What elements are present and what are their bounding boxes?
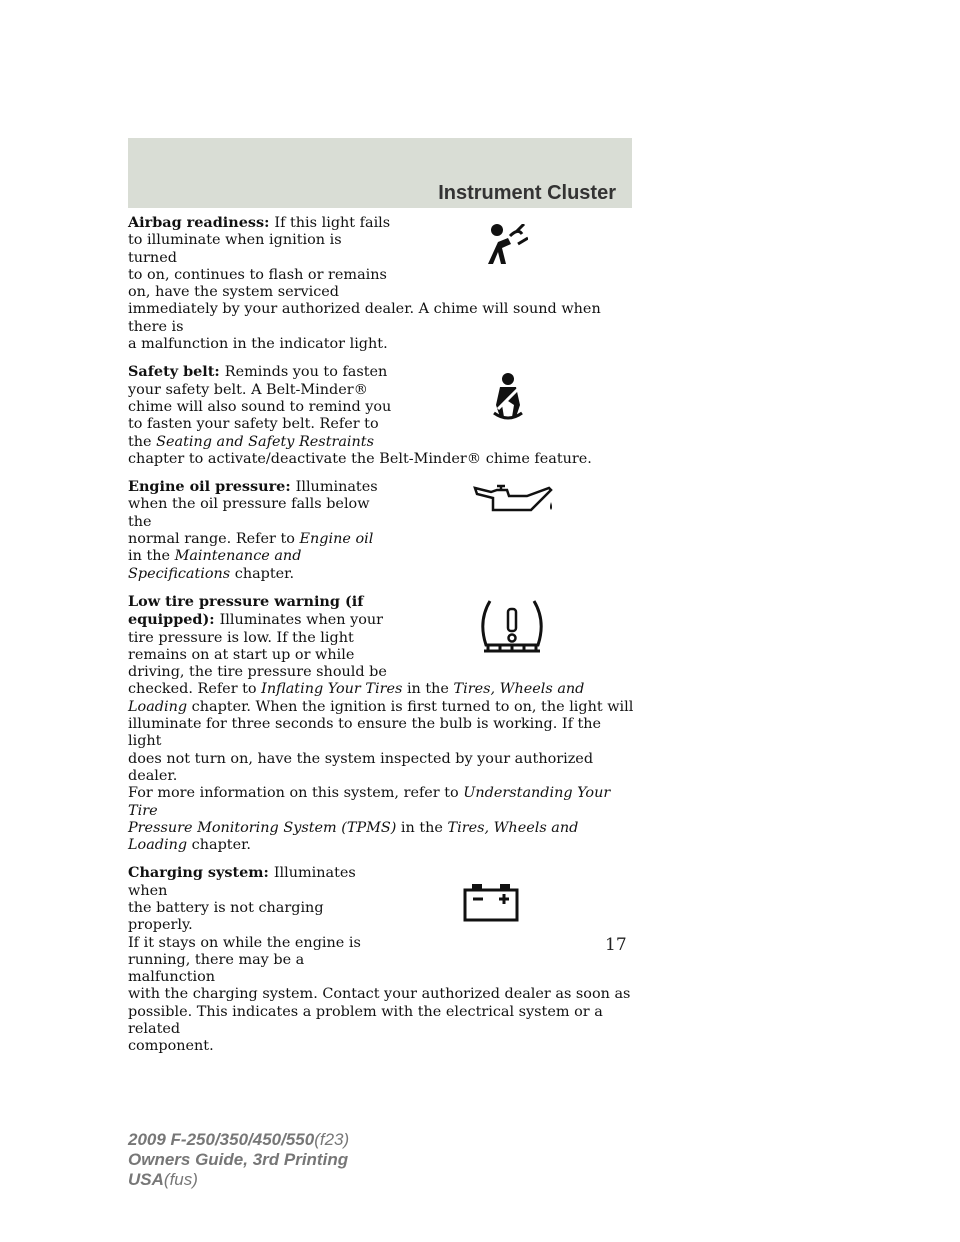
- safety-belt-line: to fasten your safety belt. Refer to: [128, 416, 379, 433]
- tire-line: chapter. When the ignition is first turned to on, the light will: [191, 698, 634, 715]
- maintenance-ref: Maintenance and: [174, 548, 302, 565]
- safety-belt-title: Safety belt:: [128, 363, 225, 381]
- airbag-line: to on, continues to flash or remains: [128, 266, 387, 283]
- tire-line: Illuminates when your: [219, 612, 384, 629]
- safety-belt-line: Reminds you to fasten: [224, 364, 388, 381]
- tire-line: checked. Refer to: [128, 681, 262, 698]
- charging-line: the battery is not charging properly.: [128, 899, 324, 934]
- tpms-ref: Pressure Monitoring System (TPMS): [128, 819, 401, 836]
- tire-line: in the: [406, 681, 454, 698]
- footer-code: (f23): [314, 1130, 350, 1149]
- footer-market: USA: [128, 1170, 164, 1189]
- charging-line: running, there may be a malfunction: [128, 951, 305, 986]
- tire-title: equipped):: [128, 611, 220, 629]
- tires-wheels-ref: Tires, Wheels and: [447, 819, 579, 836]
- tire-line: For more information on this system, refer to: [128, 785, 464, 802]
- footer-edition: Owners Guide, 3rd Printing: [128, 1150, 349, 1169]
- charging-line: If it stays on while the engine is: [128, 934, 361, 951]
- footer-model: 2009 F-250/350/450/550: [128, 1130, 315, 1149]
- oil-can-icon: [473, 484, 555, 518]
- airbag-line: immediately by your authorized dealer. A chime will sound when there is: [128, 301, 601, 335]
- tire-pressure-warning-icon: [476, 597, 548, 661]
- oil-line: in the: [128, 548, 175, 565]
- section-low-tire-pressure: [128, 593, 634, 854]
- footer-market-code: (fus): [163, 1170, 198, 1189]
- safety-belt-icon: [488, 373, 528, 423]
- tire-line: illuminate for three seconds to ensure the bulb is working. If the light: [128, 716, 602, 750]
- safety-belt-line: chime will also sound to remind you: [128, 398, 392, 415]
- section-safety-belt: [128, 363, 634, 468]
- tires-wheels-ref: Tires, Wheels and: [453, 681, 585, 698]
- specifications-ref: Specifications: [128, 565, 235, 582]
- page-content: [128, 214, 634, 1066]
- oil-line: when the oil pressure falls below the: [128, 496, 370, 530]
- tire-title: Low tire pressure warning (if: [128, 592, 364, 610]
- tire-line: driving, the tire pressure should be: [128, 664, 387, 681]
- section-airbag-readiness: [128, 214, 634, 353]
- understanding-tire-ref: Understanding Your Tire: [128, 785, 611, 819]
- section-charging-system: [128, 864, 634, 1055]
- tire-line: tire pressure is low. If the light: [128, 629, 354, 646]
- charging-line: component.: [128, 1038, 214, 1055]
- oil-line: normal range. Refer to: [128, 531, 300, 548]
- seating-restraints-ref: Seating and Safety Restraints: [156, 433, 374, 450]
- safety-belt-line: your safety belt. A Belt-Minder®: [128, 381, 368, 398]
- page-header-title: Instrument Cluster: [438, 182, 616, 204]
- section-engine-oil-pressure: [128, 478, 634, 583]
- airbag-readiness-icon: [480, 224, 528, 266]
- loading-ref: Loading: [128, 698, 192, 715]
- airbag-title: Airbag readiness:: [128, 214, 275, 231]
- oil-line: chapter.: [234, 565, 295, 582]
- charging-title: Charging system:: [128, 864, 274, 882]
- oil-line: Illuminates: [295, 479, 378, 496]
- oil-title: Engine oil pressure:: [128, 478, 296, 496]
- header-band: [128, 138, 632, 208]
- tire-line: remains on at start up or while: [128, 646, 355, 663]
- page-number: 17: [605, 935, 627, 955]
- loading-ref: Loading: [128, 837, 192, 854]
- safety-belt-line: chapter to activate/deactivate the Belt-Minder® chime feature.: [128, 450, 592, 467]
- inflating-tires-ref: Inflating Your Tires: [261, 681, 407, 698]
- tire-line: does not turn on, have the system inspected by your authorized dealer.: [128, 750, 594, 784]
- airbag-line: to illuminate when ignition is turned: [128, 232, 342, 266]
- charging-line: possible. This indicates a problem with the electrical system or a related: [128, 1003, 603, 1038]
- airbag-line: If this light fails: [274, 215, 391, 231]
- airbag-line: on, have the system serviced: [128, 284, 340, 301]
- footer-imprint: [128, 1130, 349, 1190]
- tire-line: in the: [400, 819, 448, 836]
- charging-line: Illuminates when: [128, 865, 356, 899]
- safety-belt-line: the: [128, 433, 157, 450]
- tire-line: chapter.: [191, 837, 251, 854]
- airbag-line: a malfunction in the indicator light.: [128, 336, 388, 353]
- engine-oil-ref: Engine oil: [299, 531, 374, 548]
- battery-icon: [463, 882, 519, 922]
- charging-line: with the charging system. Contact your authorized dealer as soon as: [128, 986, 631, 1003]
